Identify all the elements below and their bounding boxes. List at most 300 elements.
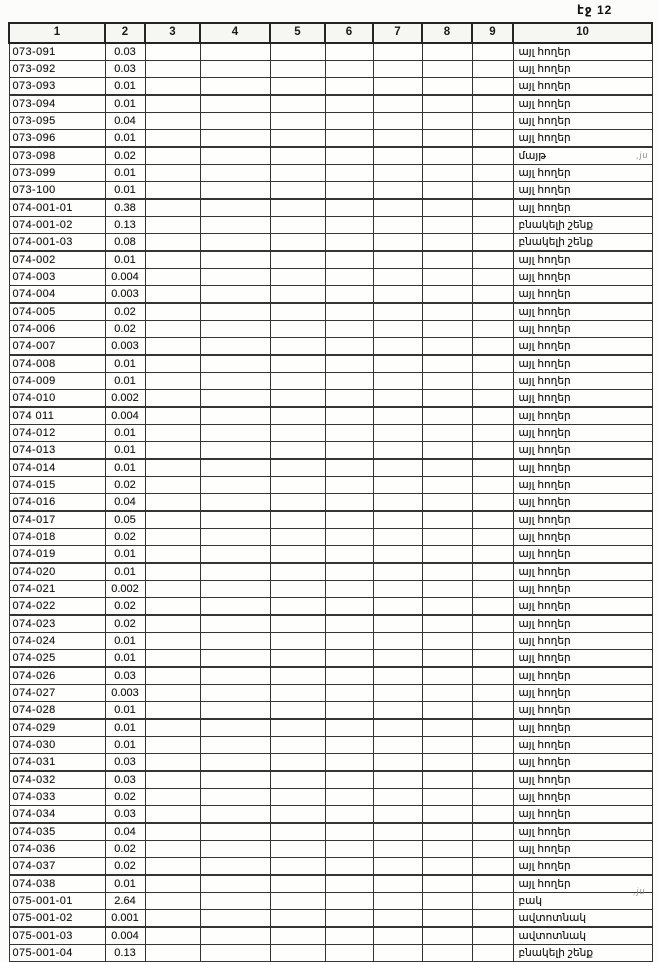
parcel-code-cell: 074-014 [9, 459, 105, 477]
empty-cell [325, 61, 373, 78]
empty-cell [325, 407, 373, 425]
empty-cell [270, 858, 325, 876]
empty-cell [373, 858, 422, 876]
empty-cell [270, 217, 325, 234]
empty-cell [270, 477, 325, 494]
parcel-code-cell: 074-001-01 [9, 199, 105, 217]
empty-cell [422, 737, 472, 754]
empty-cell [422, 95, 472, 113]
area-value-cell: 0.03 [105, 61, 145, 78]
empty-cell [373, 269, 422, 286]
empty-cell [200, 182, 270, 200]
table-row [9, 563, 652, 581]
empty-cell [145, 685, 200, 702]
table-row [9, 615, 652, 633]
empty-cell [373, 425, 422, 442]
empty-cell [200, 581, 270, 598]
parcel-code-cell: 074-002 [9, 251, 105, 269]
empty-cell [325, 511, 373, 529]
table-row [9, 581, 652, 598]
area-value-cell: 0.004 [105, 269, 145, 286]
empty-cell [200, 147, 270, 165]
empty-cell [472, 494, 513, 512]
empty-cell [145, 199, 200, 217]
empty-cell [422, 459, 472, 477]
empty-cell [200, 650, 270, 668]
empty-cell [472, 459, 513, 477]
empty-cell [422, 477, 472, 494]
land-use-cell: այլ հողեր [513, 875, 652, 893]
table-row [9, 321, 652, 338]
empty-cell [422, 43, 472, 61]
empty-cell [145, 494, 200, 512]
empty-cell [422, 269, 472, 286]
empty-cell [472, 771, 513, 789]
empty-cell [200, 893, 270, 910]
empty-cell [472, 217, 513, 234]
empty-cell [145, 858, 200, 876]
empty-cell [270, 563, 325, 581]
area-value-cell: 0.03 [105, 667, 145, 685]
land-use-cell: այլ հողեր [513, 806, 652, 824]
empty-cell [200, 355, 270, 373]
land-use-cell: այլ հողեր [513, 355, 652, 373]
scan-smudge-artifact: ,ju [635, 149, 649, 161]
parcel-code-cell: 074-015 [9, 477, 105, 494]
land-use-cell: այլ հողեր [513, 667, 652, 685]
empty-cell [200, 806, 270, 824]
empty-cell [472, 321, 513, 338]
empty-cell [325, 78, 373, 96]
empty-cell [422, 303, 472, 321]
empty-cell [270, 667, 325, 685]
parcel-code-cell: 074-001-03 [9, 234, 105, 252]
table-row [9, 667, 652, 685]
empty-cell [270, 581, 325, 598]
empty-cell [472, 477, 513, 494]
empty-cell [422, 251, 472, 269]
area-value-cell: 0.02 [105, 615, 145, 633]
empty-cell [422, 546, 472, 564]
parcel-code-cell: 074-035 [9, 823, 105, 841]
parcel-code-cell: 074-024 [9, 633, 105, 650]
empty-cell [373, 893, 422, 910]
table-row [9, 685, 652, 702]
land-use-cell: այլ հողեր [513, 251, 652, 269]
empty-cell [373, 494, 422, 512]
empty-cell [145, 875, 200, 893]
table-row [9, 737, 652, 754]
empty-cell [145, 511, 200, 529]
empty-cell [325, 217, 373, 234]
table-row [9, 78, 652, 96]
table-row [9, 217, 652, 234]
table-row [9, 771, 652, 789]
area-value-cell: 0.03 [105, 43, 145, 61]
empty-cell [325, 113, 373, 130]
column-header: 7 [373, 23, 422, 43]
empty-cell [373, 165, 422, 182]
table-row [9, 910, 652, 928]
column-header: 3 [145, 23, 200, 43]
empty-cell [145, 459, 200, 477]
empty-cell [145, 286, 200, 304]
empty-cell [270, 459, 325, 477]
land-use-cell: այլ հողեր [513, 390, 652, 408]
empty-cell [422, 373, 472, 390]
empty-cell [145, 910, 200, 928]
area-value-cell: 0.02 [105, 789, 145, 806]
empty-cell [472, 563, 513, 581]
empty-cell [145, 113, 200, 130]
empty-cell [325, 875, 373, 893]
empty-cell [200, 217, 270, 234]
parcel-code-cell: 074-031 [9, 754, 105, 772]
parcel-code-cell: 074-030 [9, 737, 105, 754]
area-value-cell: 0.01 [105, 563, 145, 581]
parcel-code-cell: 074-013 [9, 442, 105, 460]
empty-cell [270, 546, 325, 564]
parcel-code-cell: 074-005 [9, 303, 105, 321]
empty-cell [325, 546, 373, 564]
empty-cell [145, 581, 200, 598]
land-use-cell: այլ հողեր [513, 754, 652, 772]
column-header: 4 [200, 23, 270, 43]
area-value-cell: 0.004 [105, 407, 145, 425]
area-value-cell: 0.04 [105, 823, 145, 841]
empty-cell [373, 303, 422, 321]
empty-cell [472, 737, 513, 754]
area-value-cell: 0.02 [105, 477, 145, 494]
empty-cell [270, 43, 325, 61]
empty-cell [373, 633, 422, 650]
parcel-code-cell: 073-099 [9, 165, 105, 182]
empty-cell [145, 442, 200, 460]
empty-cell [145, 407, 200, 425]
empty-cell [472, 251, 513, 269]
land-use-cell: այլ հողեր [513, 113, 652, 130]
land-use-cell: այլ հողեր [513, 685, 652, 702]
empty-cell [373, 529, 422, 546]
parcel-code-cell: 074-012 [9, 425, 105, 442]
area-value-cell: 0.01 [105, 650, 145, 668]
area-value-cell: 0.03 [105, 806, 145, 824]
empty-cell [325, 823, 373, 841]
empty-cell [325, 442, 373, 460]
land-use-cell: այլ հողեր [513, 425, 652, 442]
empty-cell [145, 893, 200, 910]
parcel-code-cell: 074-003 [9, 269, 105, 286]
empty-cell [200, 321, 270, 338]
empty-cell [472, 667, 513, 685]
empty-cell [373, 702, 422, 720]
area-value-cell: 0.01 [105, 78, 145, 96]
empty-cell [422, 789, 472, 806]
parcel-code-cell: 074-017 [9, 511, 105, 529]
empty-cell [270, 511, 325, 529]
empty-cell [373, 338, 422, 356]
table-row [9, 95, 652, 113]
empty-cell [373, 78, 422, 96]
empty-cell [325, 494, 373, 512]
empty-cell [145, 373, 200, 390]
empty-cell [145, 650, 200, 668]
empty-cell [422, 113, 472, 130]
land-use-cell: այլ հողեր [513, 650, 652, 668]
empty-cell [422, 442, 472, 460]
empty-cell [145, 719, 200, 737]
empty-cell [325, 338, 373, 356]
empty-cell [200, 875, 270, 893]
area-value-cell: 0.001 [105, 910, 145, 928]
land-use-cell: մայթ [513, 147, 652, 165]
empty-cell [472, 269, 513, 286]
empty-cell [373, 43, 422, 61]
empty-cell [325, 529, 373, 546]
table-row [9, 390, 652, 408]
empty-cell [270, 286, 325, 304]
land-use-cell: բնակելի շենք [513, 945, 652, 962]
empty-cell [270, 425, 325, 442]
empty-cell [270, 113, 325, 130]
parcel-code-cell: 073-100 [9, 182, 105, 200]
parcel-code-cell: 074-022 [9, 598, 105, 616]
empty-cell [422, 633, 472, 650]
parcel-code-cell: 073-095 [9, 113, 105, 130]
land-use-cell: այլ հողեր [513, 563, 652, 581]
empty-cell [145, 43, 200, 61]
land-use-cell: ավտոտնակ [513, 910, 652, 928]
table-row [9, 633, 652, 650]
empty-cell [422, 650, 472, 668]
empty-cell [373, 927, 422, 945]
empty-cell [472, 910, 513, 928]
empty-cell [373, 737, 422, 754]
empty-cell [325, 719, 373, 737]
table-row [9, 893, 652, 910]
empty-cell [325, 199, 373, 217]
table-row [9, 459, 652, 477]
empty-cell [325, 789, 373, 806]
area-value-cell: 0.01 [105, 719, 145, 737]
empty-cell [373, 182, 422, 200]
empty-cell [145, 390, 200, 408]
column-header: 9 [472, 23, 513, 43]
empty-cell [325, 737, 373, 754]
empty-cell [145, 945, 200, 962]
empty-cell [325, 477, 373, 494]
area-value-cell: 0.01 [105, 165, 145, 182]
empty-cell [200, 251, 270, 269]
empty-cell [270, 251, 325, 269]
land-use-cell: այլ հողեր [513, 771, 652, 789]
empty-cell [472, 355, 513, 373]
parcel-code-cell: 074-027 [9, 685, 105, 702]
empty-cell [270, 182, 325, 200]
empty-cell [472, 581, 513, 598]
land-use-cell: այլ հողեր [513, 615, 652, 633]
table-row [9, 182, 652, 200]
empty-cell [325, 373, 373, 390]
empty-cell [325, 355, 373, 373]
parcel-code-cell: 073-096 [9, 130, 105, 148]
empty-cell [325, 563, 373, 581]
area-value-cell: 0.04 [105, 494, 145, 512]
empty-cell [200, 390, 270, 408]
empty-cell [325, 182, 373, 200]
land-use-cell: այլ հողեր [513, 477, 652, 494]
parcel-code-cell: 074-001-02 [9, 217, 105, 234]
table-row [9, 529, 652, 546]
parcel-code-cell: 074-019 [9, 546, 105, 564]
empty-cell [270, 147, 325, 165]
table-row [9, 407, 652, 425]
empty-cell [373, 875, 422, 893]
empty-cell [145, 182, 200, 200]
empty-cell [373, 477, 422, 494]
empty-cell [145, 217, 200, 234]
empty-cell [472, 858, 513, 876]
land-use-cell: այլ հողեր [513, 598, 652, 616]
land-use-cell: այլ հողեր [513, 633, 652, 650]
table-row [9, 823, 652, 841]
land-use-cell: բնակելի շենք [513, 234, 652, 252]
empty-cell [270, 373, 325, 390]
empty-cell [145, 702, 200, 720]
empty-cell [200, 407, 270, 425]
empty-cell [373, 199, 422, 217]
land-use-cell: այլ հողեր [513, 303, 652, 321]
area-value-cell: 0.13 [105, 217, 145, 234]
column-header: 1 [9, 23, 105, 43]
table-row [9, 702, 652, 720]
empty-cell [200, 477, 270, 494]
empty-cell [325, 650, 373, 668]
parcel-code-cell: 073-098 [9, 147, 105, 165]
empty-cell [422, 355, 472, 373]
empty-cell [200, 771, 270, 789]
area-value-cell: 0.03 [105, 771, 145, 789]
empty-cell [325, 43, 373, 61]
empty-cell [200, 338, 270, 356]
empty-cell [422, 771, 472, 789]
empty-cell [200, 841, 270, 858]
empty-cell [270, 95, 325, 113]
parcel-code-cell: 075-001-01 [9, 893, 105, 910]
empty-cell [325, 234, 373, 252]
empty-cell [145, 425, 200, 442]
empty-cell [472, 893, 513, 910]
empty-cell [200, 373, 270, 390]
empty-cell [200, 633, 270, 650]
empty-cell [200, 702, 270, 720]
empty-cell [422, 910, 472, 928]
empty-cell [422, 165, 472, 182]
empty-cell [200, 754, 270, 772]
empty-cell [200, 113, 270, 130]
table-row [9, 61, 652, 78]
empty-cell [325, 754, 373, 772]
empty-cell [472, 529, 513, 546]
land-use-cell: այլ հողեր [513, 61, 652, 78]
empty-cell [200, 789, 270, 806]
area-value-cell: 0.003 [105, 338, 145, 356]
empty-cell [422, 667, 472, 685]
empty-cell [270, 927, 325, 945]
empty-cell [422, 858, 472, 876]
empty-cell [200, 598, 270, 616]
parcel-code-cell: 074-016 [9, 494, 105, 512]
column-header: 10 [513, 23, 652, 43]
empty-cell [270, 737, 325, 754]
empty-cell [325, 425, 373, 442]
empty-cell [422, 581, 472, 598]
parcel-code-cell: 074-037 [9, 858, 105, 876]
empty-cell [422, 702, 472, 720]
empty-cell [270, 754, 325, 772]
empty-cell [472, 945, 513, 962]
empty-cell [422, 286, 472, 304]
empty-cell [472, 373, 513, 390]
land-use-cell: ավտոտնակ [513, 927, 652, 945]
empty-cell [422, 893, 472, 910]
empty-cell [145, 598, 200, 616]
empty-cell [145, 165, 200, 182]
parcel-code-cell: 074-008 [9, 355, 105, 373]
empty-cell [422, 945, 472, 962]
empty-cell [422, 927, 472, 945]
empty-cell [472, 95, 513, 113]
table-row [9, 130, 652, 148]
area-value-cell: 0.003 [105, 286, 145, 304]
empty-cell [270, 407, 325, 425]
table-row [9, 165, 652, 182]
empty-cell [422, 598, 472, 616]
empty-cell [472, 78, 513, 96]
empty-cell [325, 633, 373, 650]
empty-cell [472, 407, 513, 425]
empty-cell [200, 685, 270, 702]
table-row [9, 511, 652, 529]
area-value-cell: 0.02 [105, 147, 145, 165]
empty-cell [270, 823, 325, 841]
parcel-code-cell: 074-020 [9, 563, 105, 581]
area-value-cell: 0.01 [105, 633, 145, 650]
empty-cell [145, 633, 200, 650]
empty-cell [200, 927, 270, 945]
empty-cell [200, 425, 270, 442]
parcel-code-cell: 074-007 [9, 338, 105, 356]
empty-cell [422, 685, 472, 702]
land-use-cell: այլ հողեր [513, 130, 652, 148]
area-value-cell: 0.02 [105, 321, 145, 338]
area-value-cell: 0.02 [105, 841, 145, 858]
empty-cell [270, 355, 325, 373]
land-parcel-table [8, 22, 653, 962]
empty-cell [422, 390, 472, 408]
empty-cell [373, 251, 422, 269]
empty-cell [472, 147, 513, 165]
empty-cell [145, 321, 200, 338]
empty-cell [200, 269, 270, 286]
empty-cell [472, 789, 513, 806]
empty-cell [145, 563, 200, 581]
table-row [9, 147, 652, 165]
empty-cell [373, 390, 422, 408]
land-use-cell: այլ հողեր [513, 511, 652, 529]
area-value-cell: 0.02 [105, 858, 145, 876]
empty-cell [472, 823, 513, 841]
